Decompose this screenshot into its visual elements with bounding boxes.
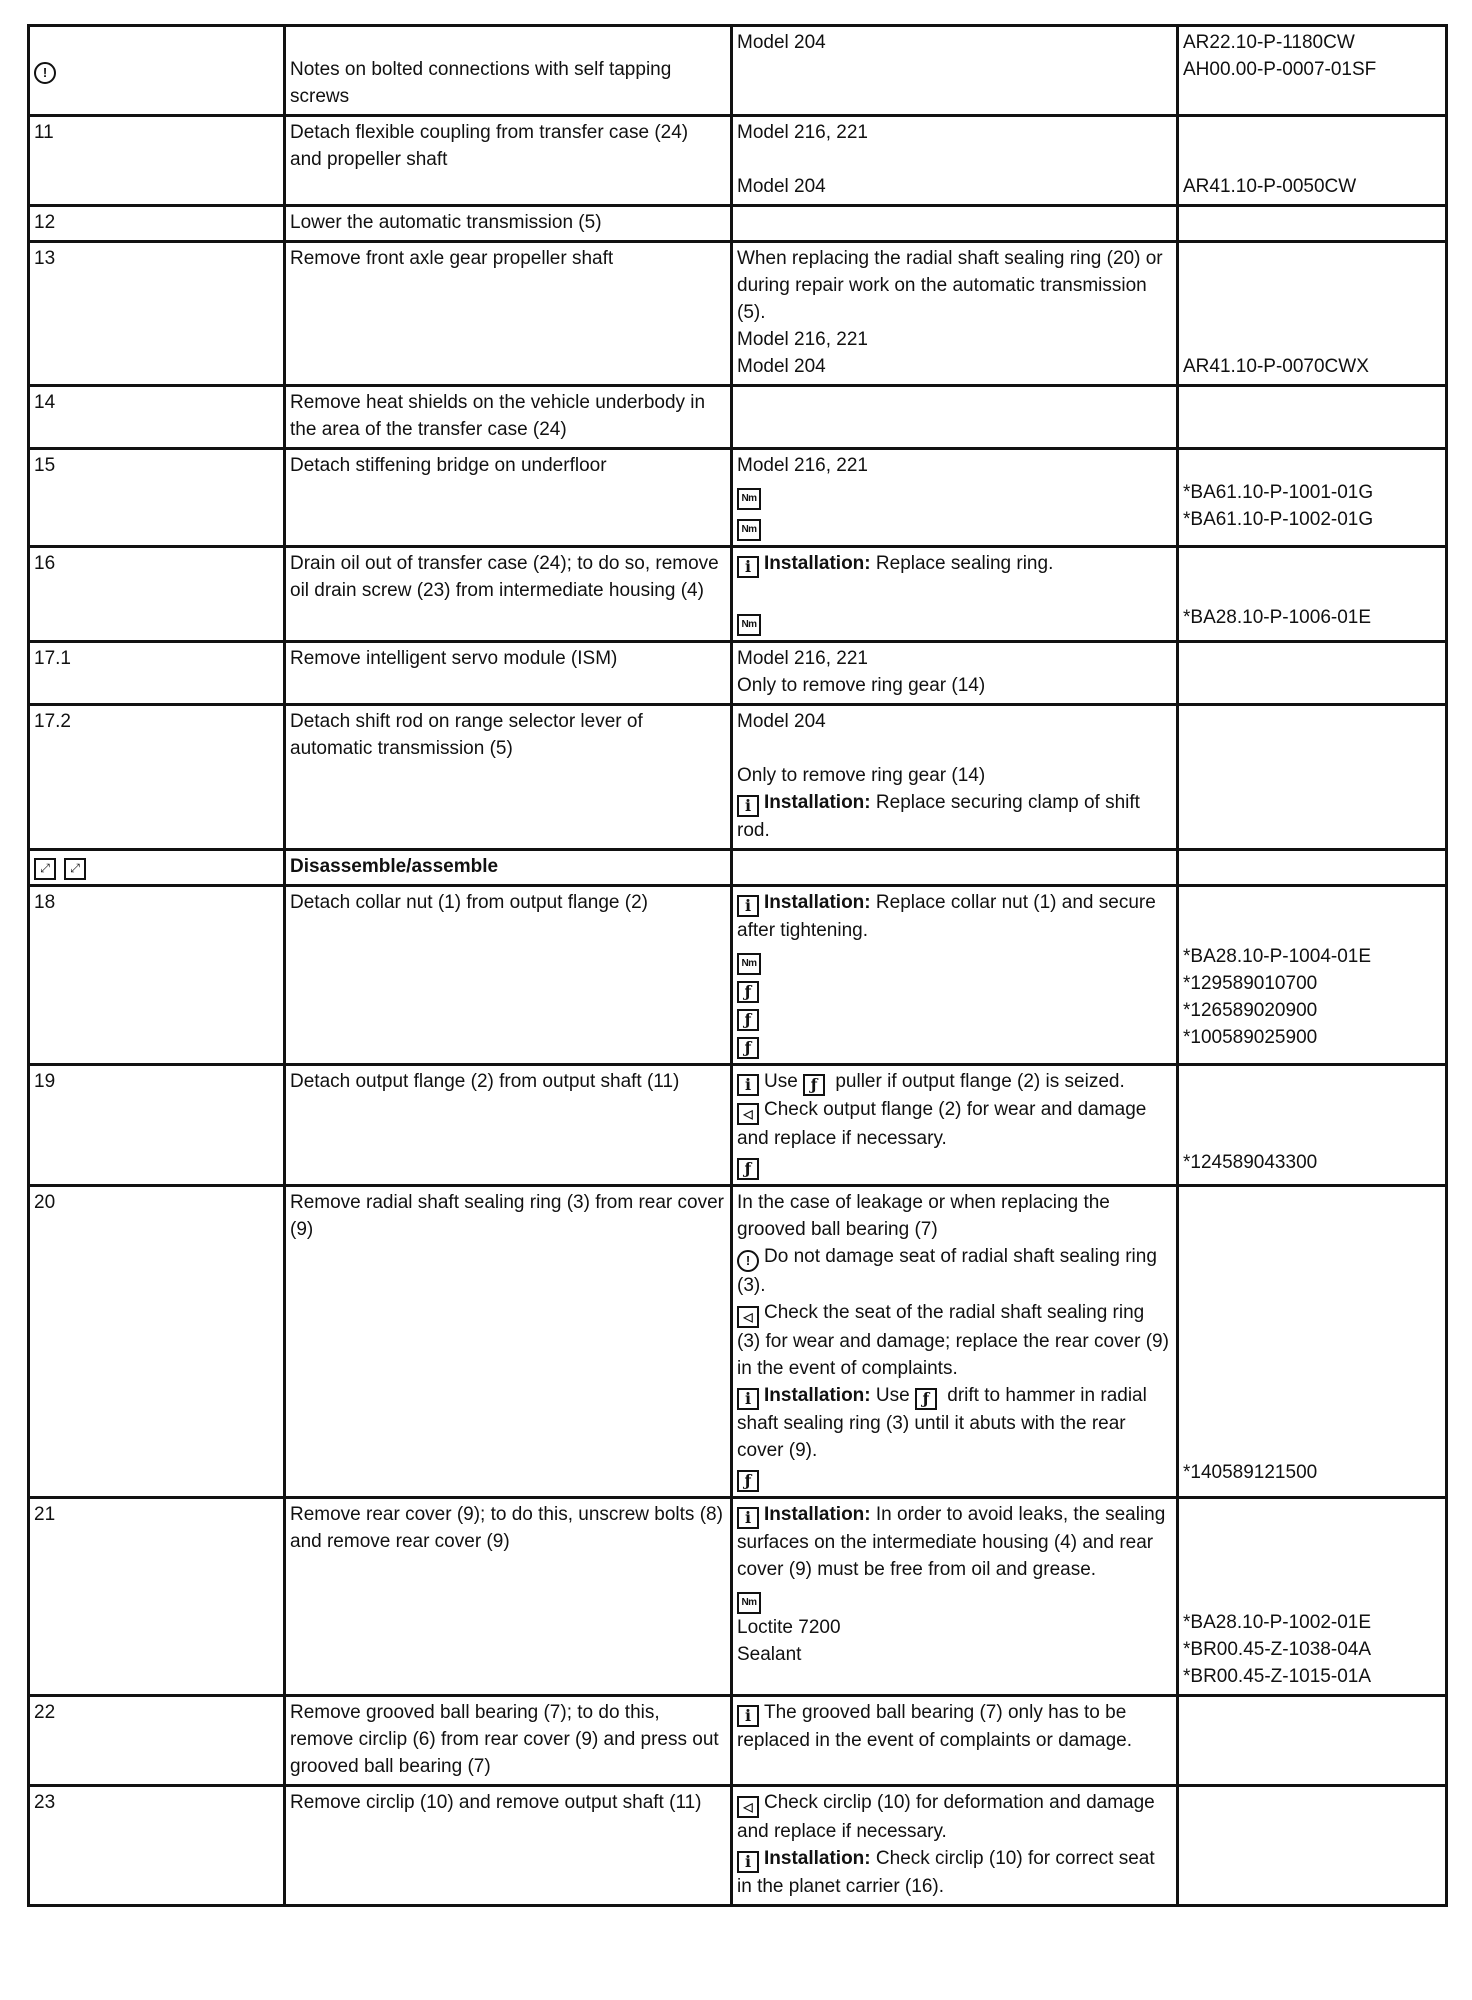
operation-text: Drain oil out of transfer case (24); to do so, remove oil drain screw (23) from intermediate housing (4) (290, 553, 719, 601)
note-line (737, 789, 1171, 844)
info-icon: i (737, 1388, 759, 1410)
note-text: The grooved ball bearing (7) only has to be replaced in the event of complaints or damage. (737, 1701, 1133, 1751)
note-text: Do not damage seat of radial shaft sealing ring (3). (737, 1246, 1157, 1296)
step-cell (29, 1785, 285, 1905)
operation-text: Remove rear cover (9); to do this, unscrew bolts (8) and remove rear cover (9) (290, 1503, 723, 1552)
special-tool-icon: ƒ (915, 1388, 937, 1410)
note-line (737, 1641, 1171, 1668)
reference-cell (1178, 886, 1447, 1065)
note-line (737, 1614, 1171, 1641)
note-line (737, 1845, 1171, 1900)
note-text: In the case of leakage or when replacing the grooved ball bearing (7) (737, 1192, 1110, 1240)
reference-code: *BA28.10-P-1006-01E (1183, 607, 1372, 628)
reference-cell (1178, 1785, 1447, 1905)
step-cell (29, 1065, 285, 1186)
notes-cell (732, 642, 1178, 705)
step-number: 20 (34, 1192, 56, 1213)
info-icon: i (737, 1507, 759, 1529)
note-line (737, 1096, 1171, 1152)
reference-cell (1178, 705, 1447, 850)
operation-cell (285, 206, 732, 242)
step-number: 21 (34, 1503, 56, 1525)
note-text: Model 204 (737, 711, 826, 732)
reference-cell (1178, 116, 1447, 206)
step-cell (29, 547, 285, 642)
step-number: 18 (34, 892, 56, 913)
note-text: Sealant (737, 1643, 802, 1665)
operation-text: Detach flexible coupling from transfer case (24) and propeller shaft (290, 122, 689, 170)
operation-cell (285, 1186, 732, 1498)
operation-cell (285, 705, 732, 850)
notes-cell (732, 1695, 1178, 1785)
operation-text: Lower the automatic transmission (5) (290, 212, 602, 233)
note-text: Only to remove ring gear (14) (737, 675, 986, 696)
step-number: 22 (34, 1701, 56, 1723)
reference-cell (1178, 547, 1447, 642)
reference-code (1183, 1501, 1440, 1528)
operation-cell (285, 1065, 732, 1186)
table-row (29, 850, 1447, 886)
operation-text: Notes on bolted connections with self tapping screws (290, 59, 672, 107)
reference-code: *BR00.45-Z-1015-01A (1183, 1665, 1371, 1687)
reference-code (1183, 1582, 1440, 1609)
reference-code: *126589020900 (1183, 1000, 1318, 1021)
inspection-check-icon: ◁ (737, 1796, 759, 1818)
disassemble-assemble-icon: ⤢ (34, 858, 56, 880)
note-text: Check circlip (10) for correct seat in the planet carrier (16). (737, 1847, 1155, 1897)
reference-code (1183, 1095, 1440, 1122)
reference-code: *140589121500 (1183, 1462, 1318, 1483)
reference-cell (1178, 242, 1447, 386)
notes-cell (732, 1785, 1178, 1905)
reference-code: AR22.10-P-1180CW (1183, 32, 1355, 53)
table-row (29, 1497, 1447, 1695)
note-line (737, 1189, 1171, 1243)
note-line (737, 326, 1171, 353)
special-tool-icon: ƒ (737, 1470, 759, 1492)
operation-cell (285, 386, 732, 449)
note-text: Replace collar nut (1) and secure after tightening. (737, 892, 1156, 941)
reference-cell (1178, 1186, 1447, 1498)
notes-cell (732, 116, 1178, 206)
info-icon: i (737, 1074, 759, 1096)
reference-cell (1178, 642, 1447, 705)
note-line (737, 510, 1171, 541)
operation-text: Remove circlip (10) and remove output shaft (11) (290, 1791, 702, 1813)
note-text: Model 216, 221 (737, 648, 868, 669)
operation-cell (285, 449, 732, 547)
note-line (737, 452, 1171, 479)
torque-nm-icon: Nm (737, 488, 761, 510)
torque-nm-icon: Nm (737, 953, 761, 975)
note-line (737, 479, 1171, 510)
step-cell (29, 705, 285, 850)
operation-text: Remove grooved ball bearing (7); to do this, remove circlip (6) from rear cover (9) and press out grooved ball bearing (7) (290, 1701, 719, 1777)
operation-cell (285, 1695, 732, 1785)
reference-code (1183, 1297, 1440, 1324)
reference-code (1183, 916, 1440, 943)
reference-code: AH00.00-P-0007-01SF (1183, 59, 1377, 80)
table-row (29, 116, 1447, 206)
note-text: drift to hammer in radial shaft sealing ring (3) until it abuts with the rear cover (9). (737, 1384, 1147, 1461)
notes-cell (732, 26, 1178, 116)
reference-code: AR41.10-P-0070CWX (1183, 356, 1369, 377)
note-line (737, 762, 1171, 789)
info-icon: i (737, 1705, 759, 1727)
reference-code: *BA28.10-P-1002-01E (1183, 1611, 1372, 1633)
table-row (29, 242, 1447, 386)
note-text: In order to avoid leaks, the sealing surfaces on the intermediate housing (4) and rear cover (9) must be free from oil and grease. (737, 1503, 1166, 1580)
reference-code (1183, 452, 1440, 479)
table-row (29, 449, 1447, 547)
notes-cell (732, 206, 1178, 242)
step-cell (29, 1186, 285, 1498)
note-line (737, 1299, 1171, 1382)
reference-cell (1178, 386, 1447, 449)
step-cell (29, 1695, 285, 1785)
special-tool-icon: ƒ (803, 1074, 825, 1096)
torque-nm-icon: Nm (737, 1592, 761, 1614)
torque-nm-icon: Nm (737, 519, 761, 541)
reference-code (1183, 889, 1440, 916)
note-line (737, 975, 1171, 1003)
note-line (737, 889, 1171, 944)
reference-code (1183, 1432, 1440, 1459)
note-line (737, 1699, 1171, 1754)
note-text: Model 204 (737, 176, 826, 197)
operation-cell (285, 1497, 732, 1695)
table-row (29, 1695, 1447, 1785)
note-line (737, 550, 1171, 578)
operation-cell (285, 26, 732, 116)
step-cell (29, 886, 285, 1065)
step-cell (29, 642, 285, 705)
step-cell (29, 449, 285, 547)
note-line (737, 1789, 1171, 1845)
reference-code: *BA61.10-P-1002-01G (1183, 509, 1374, 530)
step-cell (29, 26, 285, 116)
note-line (737, 1243, 1171, 1299)
table-row (29, 886, 1447, 1065)
operation-text: Detach shift rod on range selector lever of automatic transmission (5) (290, 711, 643, 759)
note-text: Use (764, 1071, 804, 1092)
step-cell (29, 1497, 285, 1695)
note-line (737, 245, 1171, 326)
reference-code (1183, 326, 1440, 353)
step-number: 15 (34, 455, 56, 476)
note-line (737, 708, 1171, 735)
operation-cell (285, 116, 732, 206)
reference-cell (1178, 1695, 1447, 1785)
operation-cell (285, 547, 732, 642)
reference-code (1183, 299, 1440, 326)
procedure-table-body (29, 26, 1447, 1906)
reference-code (1183, 1189, 1440, 1216)
note-bold-label: Installation: (764, 1503, 871, 1525)
note-text: Model 216, 221 (737, 329, 868, 350)
table-row (29, 386, 1447, 449)
operation-text: Remove radial shaft sealing ring (3) from rear cover (9) (290, 1192, 725, 1240)
note-bold-label: Installation: (764, 792, 871, 813)
note-text: Only to remove ring gear (14) (737, 765, 986, 786)
table-row (29, 1065, 1447, 1186)
inspection-check-icon: ◁ (737, 1103, 759, 1125)
note-line (737, 1464, 1171, 1492)
notes-cell (732, 386, 1178, 449)
reference-code (1183, 245, 1440, 272)
reference-code: *124589043300 (1183, 1152, 1318, 1173)
reference-code: *129589010700 (1183, 973, 1318, 994)
operation-cell (285, 850, 732, 886)
reference-code (1183, 1555, 1440, 1582)
reference-code (1183, 1405, 1440, 1432)
note-text: Model 216, 221 (737, 455, 868, 476)
step-number: 17.2 (34, 711, 71, 732)
notes-cell (732, 547, 1178, 642)
table-row (29, 705, 1447, 850)
notes-cell (732, 850, 1178, 886)
step-cell (29, 206, 285, 242)
step-number: 17.1 (34, 648, 71, 669)
reference-code (1183, 550, 1440, 577)
operation-cell (285, 642, 732, 705)
note-text: Model 204 (737, 356, 826, 377)
note-bold-label: Installation: (764, 1847, 871, 1869)
special-tool-icon: ƒ (737, 1037, 759, 1059)
inspection-check-icon: ◁ (737, 1306, 759, 1328)
warning-circle-icon: ! (737, 1250, 759, 1272)
operation-text: Detach stiffening bridge on underfloor (290, 455, 607, 476)
reference-code: AR41.10-P-0050CW (1183, 176, 1357, 197)
reference-code: *BA61.10-P-1001-01G (1183, 482, 1374, 503)
reference-code (1183, 1351, 1440, 1378)
reference-code (1183, 146, 1440, 173)
reference-code (1183, 1243, 1440, 1270)
operation-text: Disassemble/assemble (290, 856, 499, 877)
reference-cell (1178, 206, 1447, 242)
warning-circle-icon: ! (34, 62, 56, 84)
step-cell (29, 242, 285, 386)
operation-cell (285, 242, 732, 386)
reference-code (1183, 1216, 1440, 1243)
special-tool-icon: ƒ (737, 981, 759, 1003)
notes-cell (732, 886, 1178, 1065)
note-text: Model 204 (737, 32, 826, 53)
reference-code: *100589025900 (1183, 1027, 1318, 1048)
step-number: 23 (34, 1791, 56, 1813)
notes-cell (732, 1065, 1178, 1186)
note-bold-label: Installation: (764, 892, 871, 913)
reference-code (1183, 1122, 1440, 1149)
info-icon: i (737, 895, 759, 917)
note-line (737, 173, 1171, 200)
operation-text: Remove intelligent servo module (ISM) (290, 648, 618, 669)
notes-cell (732, 705, 1178, 850)
operation-text: Detach output flange (2) from output shaft (11) (290, 1071, 680, 1092)
info-icon: i (737, 556, 759, 578)
table-row (29, 1785, 1447, 1905)
notes-cell (732, 1186, 1178, 1498)
step-number: 19 (34, 1071, 56, 1092)
note-bold-label: Installation: (764, 1384, 871, 1406)
reference-code: *BA28.10-P-1004-01E (1183, 946, 1372, 967)
note-text: Replace sealing ring. (870, 553, 1054, 574)
note-line (737, 1382, 1171, 1464)
note-line (737, 672, 1171, 699)
note-text: When replacing the radial shaft sealing ring (20) or during repair work on the automatic transmission (5). (737, 248, 1163, 323)
note-bold-label: Installation: (764, 553, 871, 574)
table-row (29, 642, 1447, 705)
note-text: Replace securing clamp of shift rod. (737, 792, 1140, 841)
reference-code: *BR00.45-Z-1038-04A (1183, 1638, 1371, 1660)
reference-code (1183, 577, 1440, 604)
note-line (737, 1003, 1171, 1031)
reference-cell (1178, 449, 1447, 547)
disassemble-assemble-icon: ⤢ (64, 858, 86, 880)
info-icon: i (737, 1851, 759, 1873)
note-line (737, 1583, 1171, 1614)
operation-cell (285, 1785, 732, 1905)
step-cell (29, 386, 285, 449)
table-row (29, 547, 1447, 642)
reference-cell (1178, 1065, 1447, 1186)
note-line (737, 1068, 1171, 1096)
operation-text: Detach collar nut (1) from output flange (2) (290, 892, 649, 913)
table-row (29, 1186, 1447, 1498)
notes-cell (732, 242, 1178, 386)
note-line (737, 29, 1171, 56)
step-number: 12 (34, 212, 56, 233)
operation-text: Remove front axle gear propeller shaft (290, 248, 614, 269)
note-line (737, 944, 1171, 975)
step-number: 16 (34, 553, 56, 574)
special-tool-icon: ƒ (737, 1158, 759, 1180)
reference-code (1183, 1068, 1440, 1095)
note-line (737, 1152, 1171, 1180)
table-row (29, 206, 1447, 242)
step-number: 14 (34, 392, 56, 413)
reference-code (1183, 1528, 1440, 1555)
reference-cell (1178, 850, 1447, 886)
reference-code (1183, 272, 1440, 299)
notes-cell (732, 449, 1178, 547)
reference-cell (1178, 26, 1447, 116)
special-tool-icon: ƒ (737, 1009, 759, 1031)
table-row (29, 26, 1447, 116)
info-icon: i (737, 795, 759, 817)
note-text: Use (870, 1384, 915, 1406)
note-text: Check the seat of the radial shaft sealing ring (3) for wear and damage; replace the rear cover (9) in the event of complaints. (737, 1301, 1169, 1379)
step-cell (29, 850, 285, 886)
note-text: Check circlip (10) for deformation and damage and replace if necessary. (737, 1791, 1155, 1842)
note-line (737, 1031, 1171, 1059)
note-line (737, 1501, 1171, 1583)
note-text: Check output flange (2) for wear and damage and replace if necessary. (737, 1099, 1147, 1149)
note-text: Loctite 7200 (737, 1616, 841, 1638)
note-text: Model 216, 221 (737, 122, 868, 143)
operation-text: Remove heat shields on the vehicle underbody in the area of the transfer case (24) (290, 392, 706, 440)
step-cell (29, 116, 285, 206)
operation-cell (285, 886, 732, 1065)
reference-code (1183, 1324, 1440, 1351)
notes-cell (732, 1497, 1178, 1695)
reference-cell (1178, 1497, 1447, 1695)
procedure-table (27, 24, 1448, 1907)
reference-code (1183, 1270, 1440, 1297)
step-number: 11 (34, 122, 54, 143)
reference-code (1183, 1378, 1440, 1405)
note-line (737, 353, 1171, 380)
note-text: puller if output flange (2) is seized. (830, 1071, 1125, 1092)
reference-code (1183, 119, 1440, 146)
note-line (737, 645, 1171, 672)
torque-nm-icon: Nm (737, 614, 761, 636)
note-line (737, 119, 1171, 146)
note-line (737, 605, 1171, 636)
step-number: 13 (34, 248, 56, 269)
